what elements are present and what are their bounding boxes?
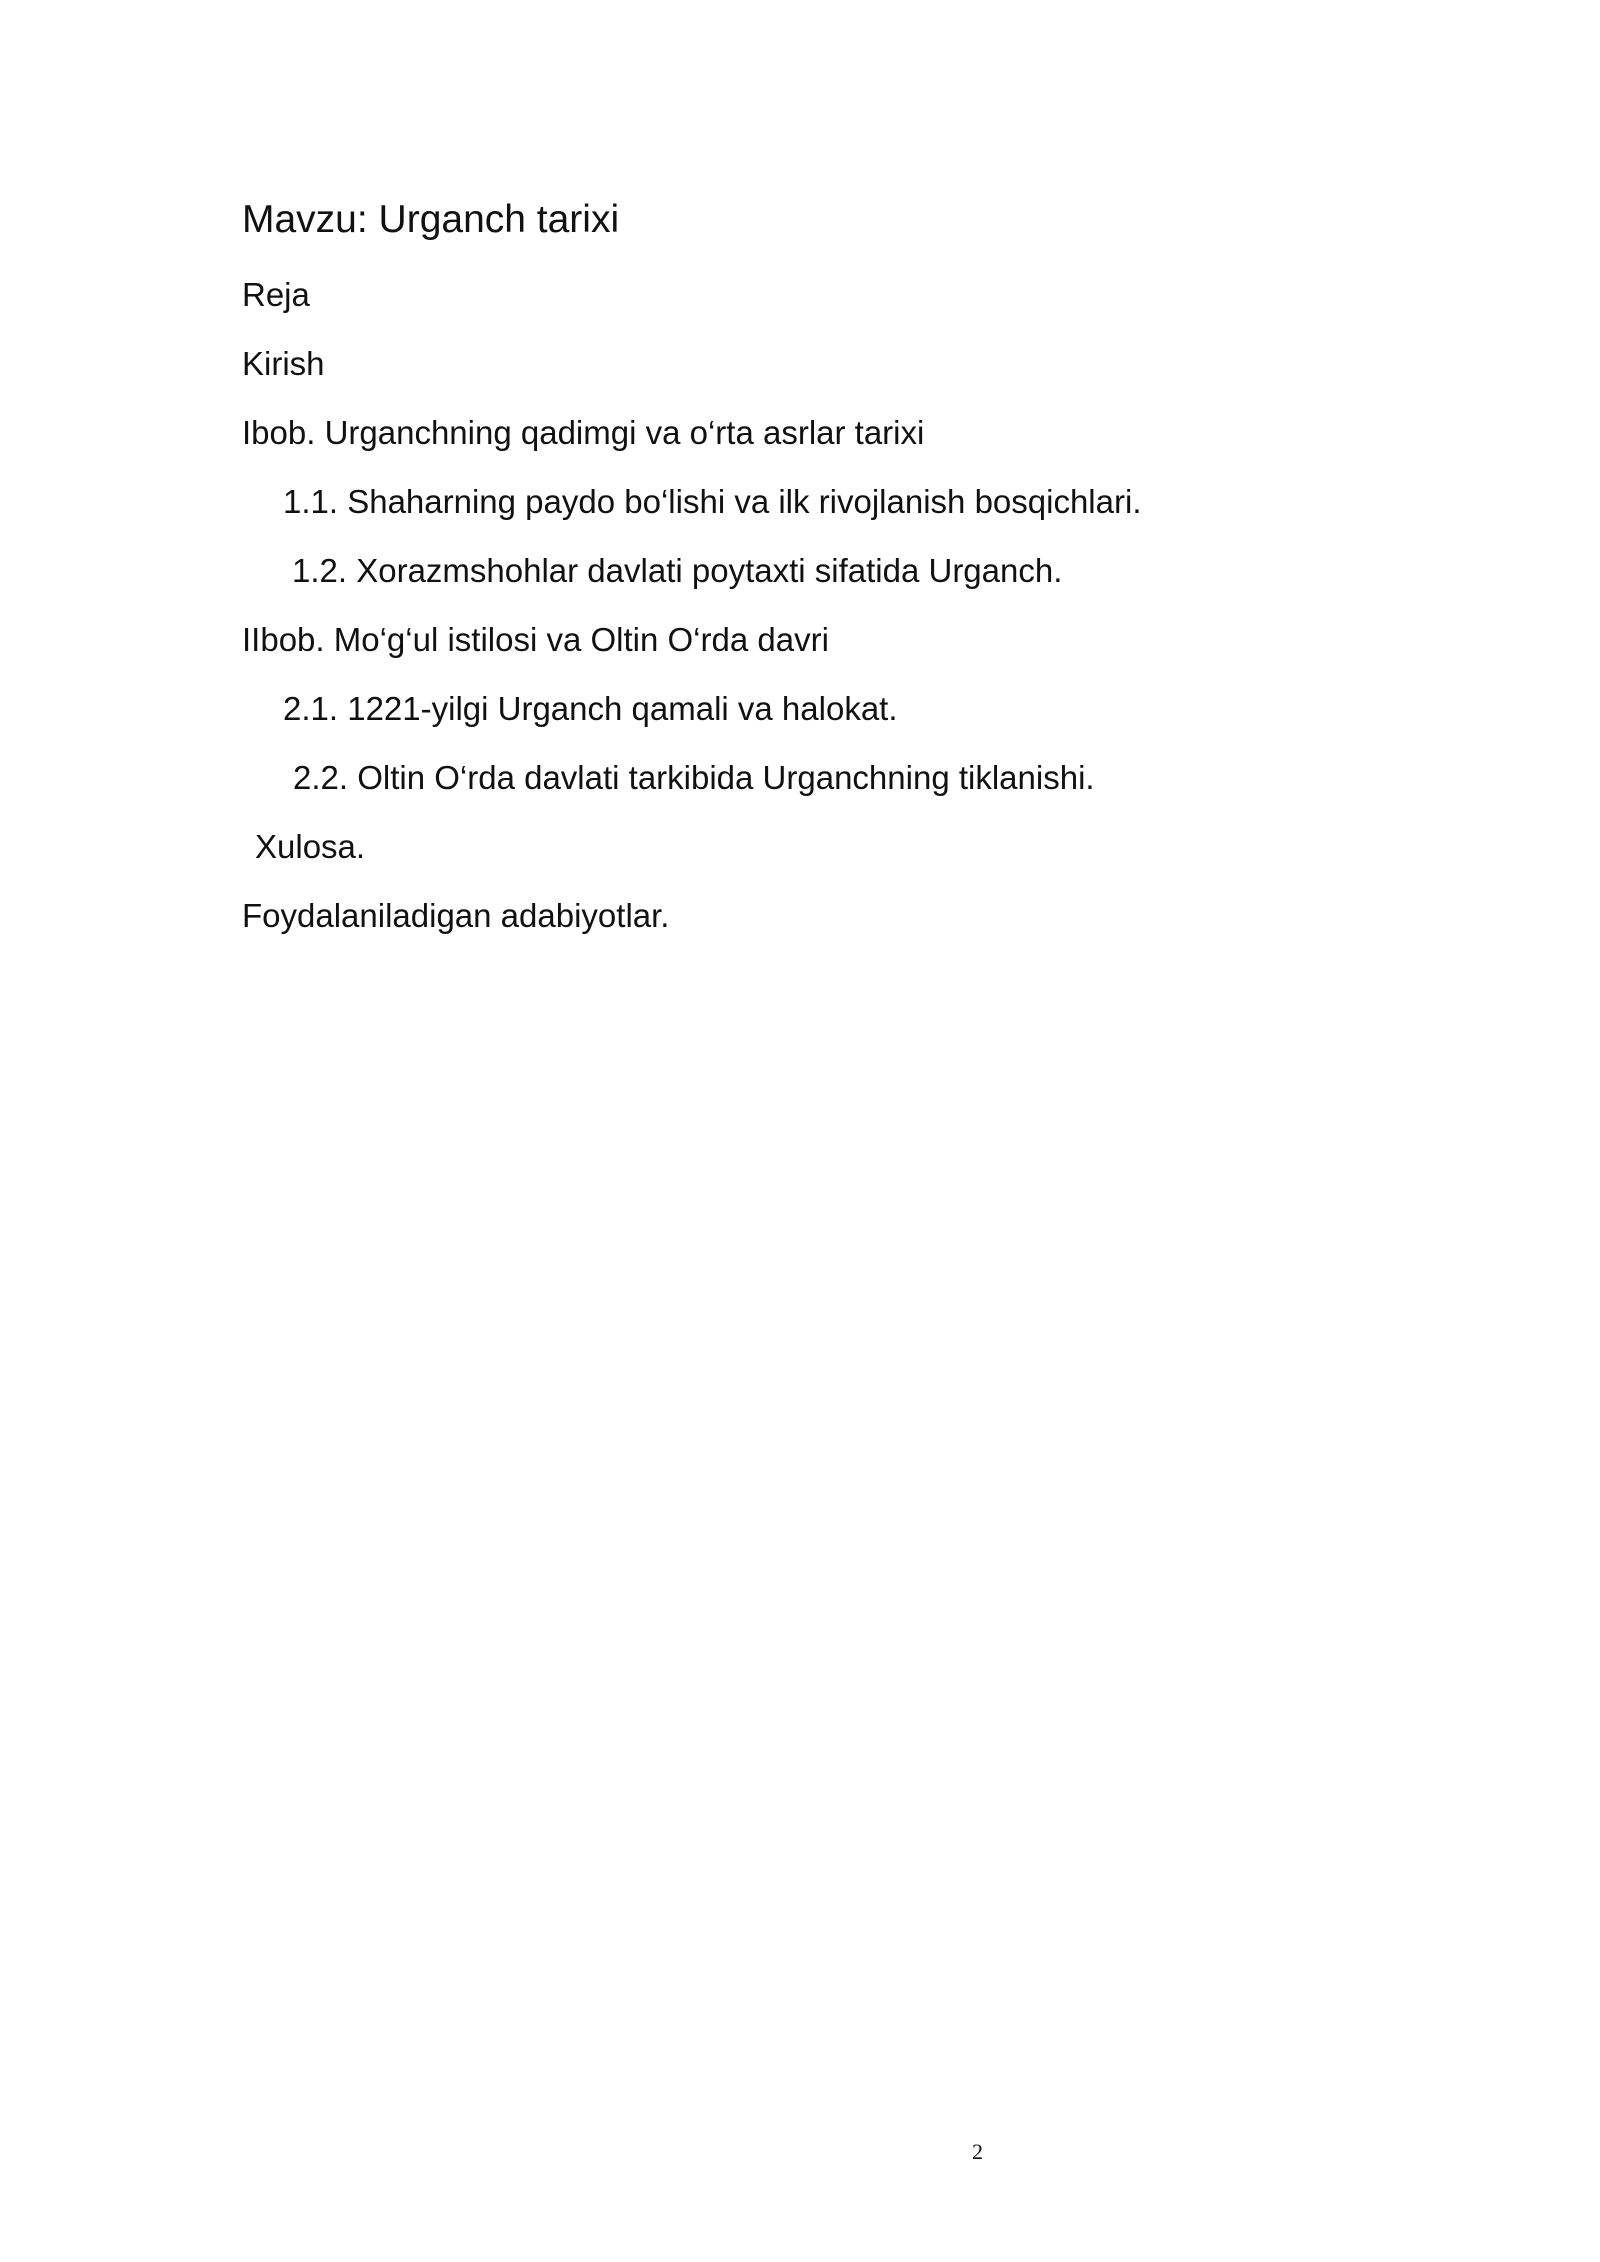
document-title: Mavzu: Urganch tarixi — [242, 198, 620, 241]
plan-item-section-2-2: 2.2. Oltin O‘rda davlati tarkibida Urganchning tiklanishi. — [293, 759, 1095, 796]
plan-item-section-2-1: 2.1. 1221-yilgi Urganch qamali va halokat. — [283, 690, 898, 727]
plan-heading: Reja — [242, 276, 310, 313]
page-number: 2 — [972, 2139, 983, 2164]
plan-item-conclusion: Xulosa. — [255, 828, 366, 865]
plan-item-section-1-2: 1.2. Xorazmshohlar davlati poytaxti sifatida Urganch. — [292, 552, 1063, 589]
plan-item-references: Foydalaniladigan adabiyotlar. — [242, 897, 670, 934]
plan-item-section-1-1: 1.1. Shaharning paydo bo‘lishi va ilk rivojlanish bosqichlari. — [283, 483, 1142, 520]
plan-item-chapter-2: IIbob. Mo‘g‘ul istilosi va Oltin O‘rda davri — [242, 621, 829, 658]
plan-item-chapter-1: Ibob. Urganchning qadimgi va o‘rta asrlar tarixi — [242, 414, 925, 451]
plan-item-introduction: Kirish — [242, 345, 325, 382]
